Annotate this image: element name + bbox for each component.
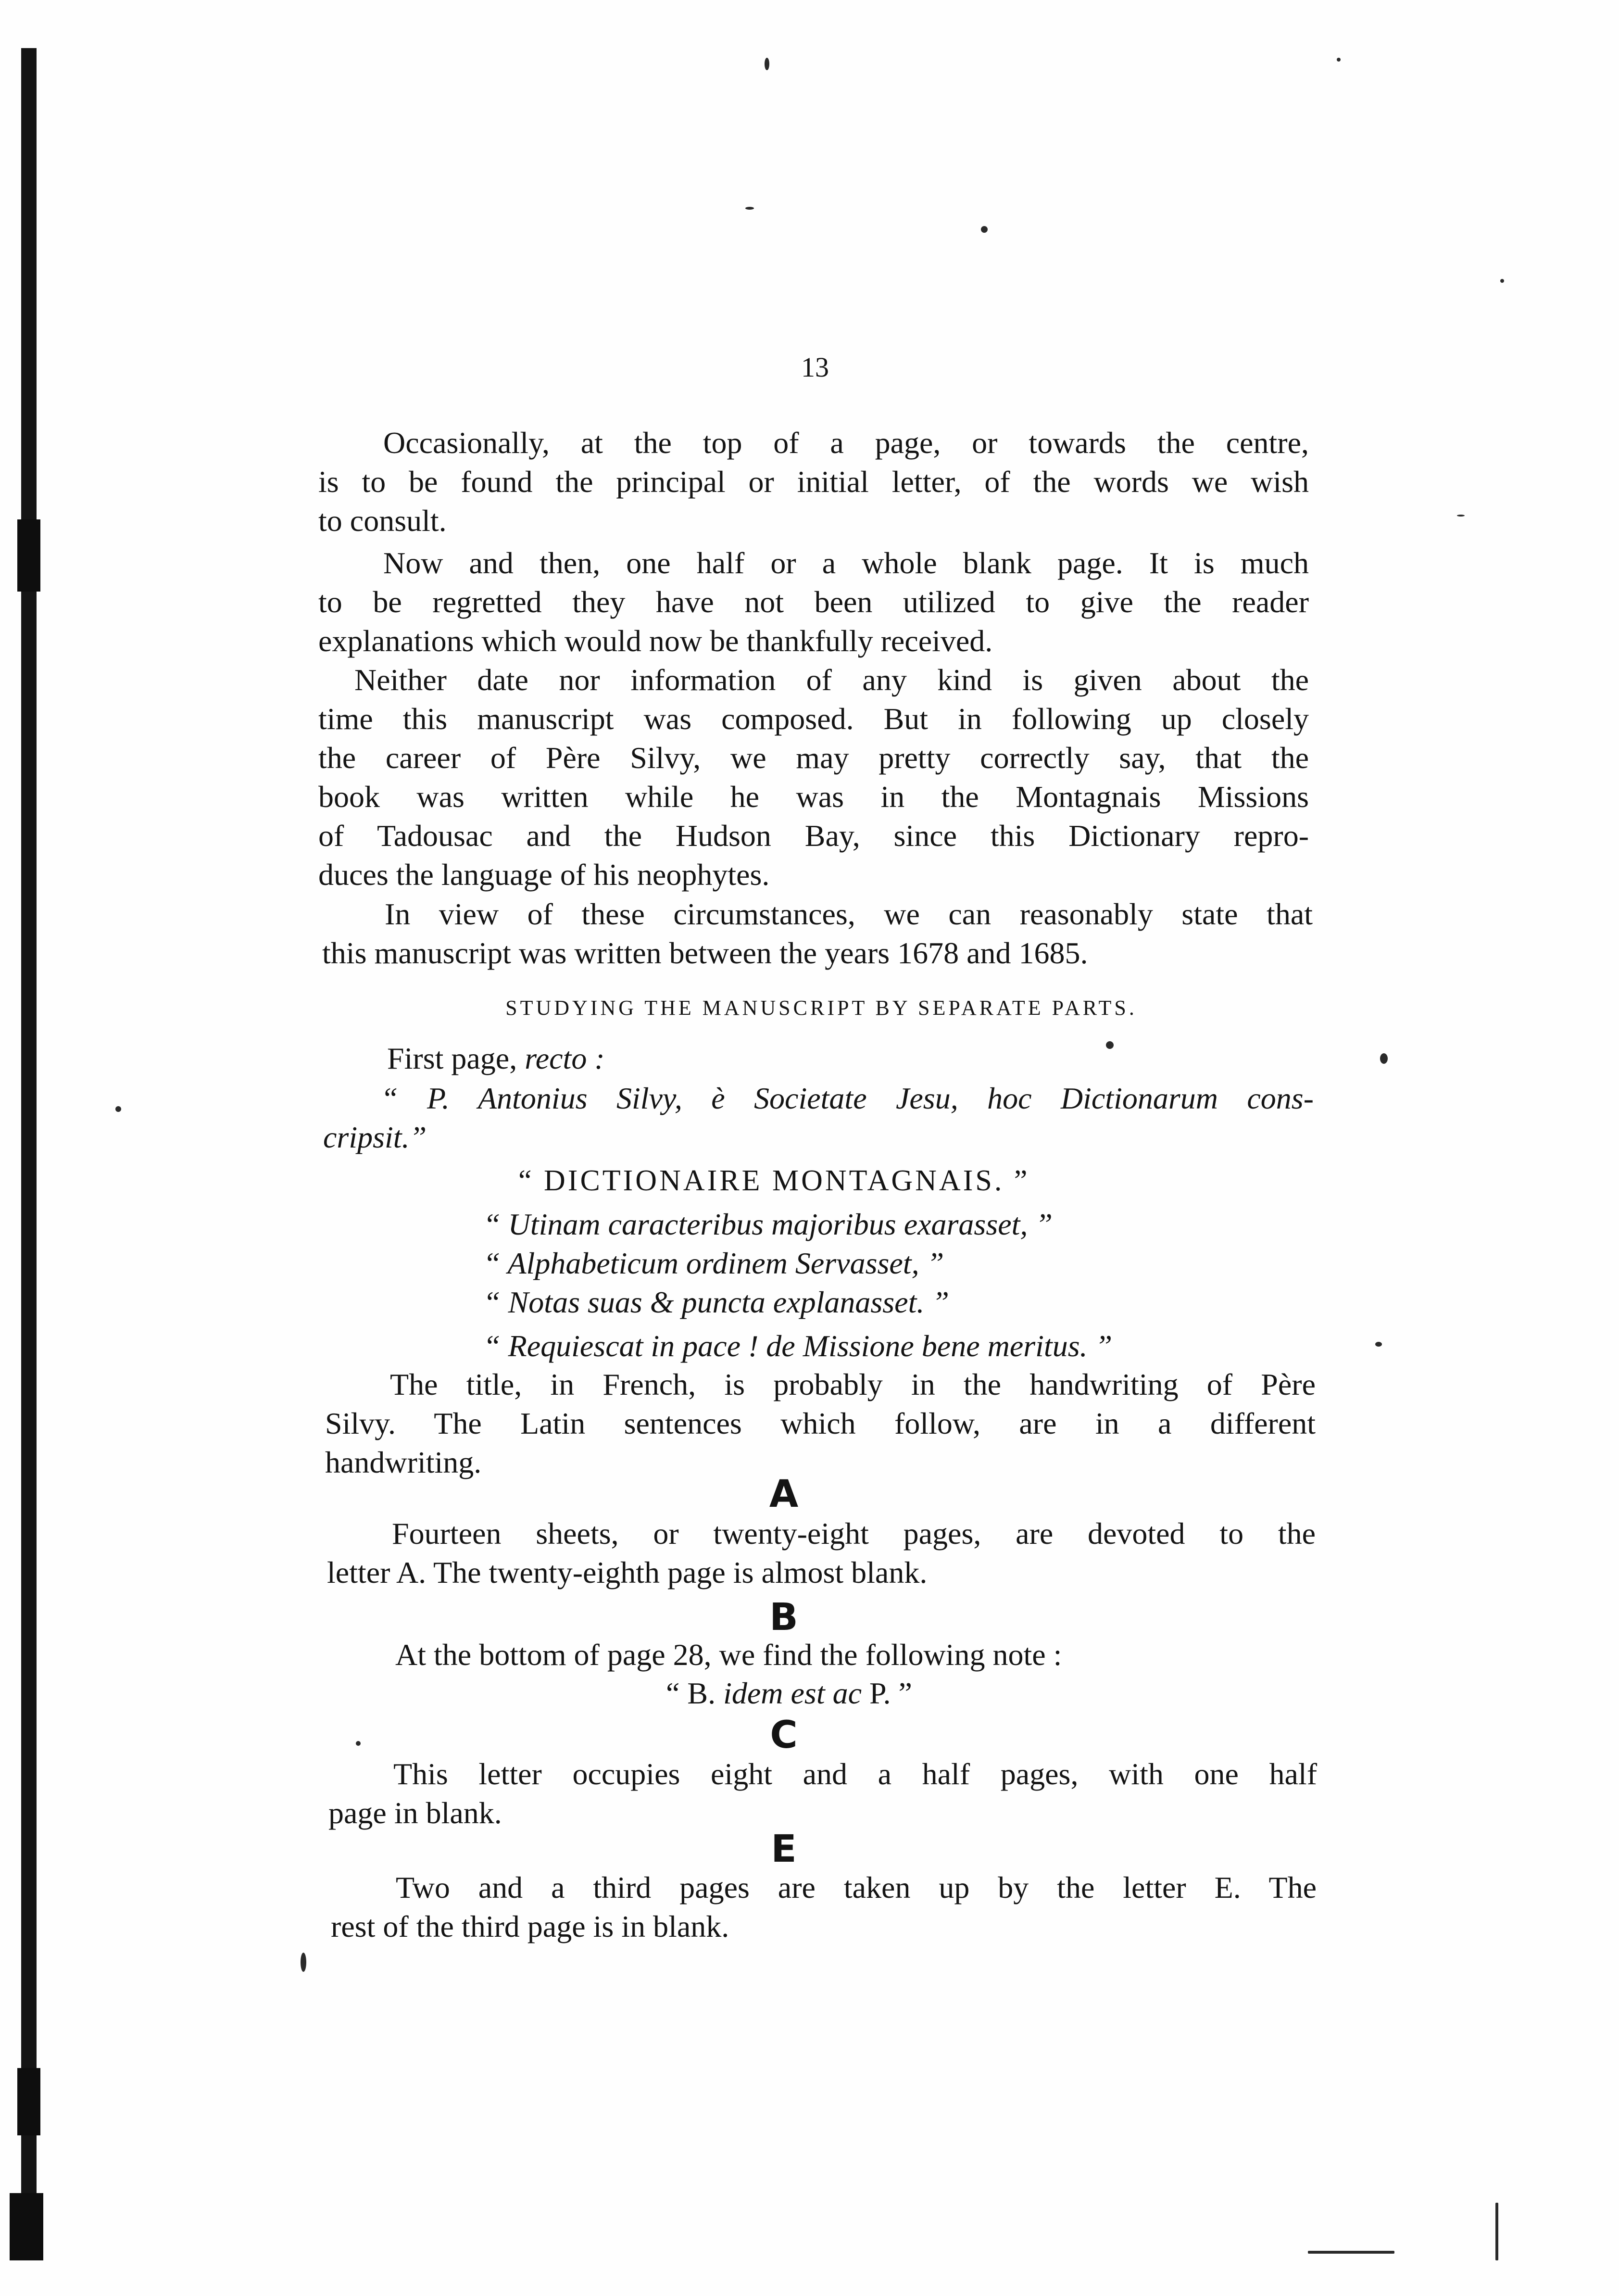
letter-b-note: [666, 1674, 912, 1713]
speck: [301, 1953, 306, 1972]
text-line: time this manuscript was composed. But in following up closely: [318, 702, 1309, 736]
text-line: book was written while he was in the Montagnais Missions: [318, 780, 1309, 814]
text-line: rest of the third page is in blank.: [331, 1909, 729, 1943]
paragraph-letter-e: [331, 1868, 1317, 1946]
text-line: In view of these circumstances, we can reasonably state that: [385, 897, 1313, 931]
speck: [981, 226, 988, 233]
text-line: to be regretted they have not been utilized to give the reader: [318, 585, 1309, 619]
text-line: is to be found the principal or initial letter, of the words we wish: [318, 465, 1309, 499]
binding-notch: [17, 2068, 40, 2135]
letter-heading-a: A: [769, 1473, 799, 1516]
latin-quote: “ Alphabeticum ordinem Servasset, ”: [483, 1246, 944, 1280]
binding-edge: [21, 48, 37, 2260]
speck: [1337, 58, 1341, 62]
paragraph-in-view: [322, 895, 1313, 972]
page-number: 13: [801, 352, 829, 383]
text-line: “ P. Antonius Silvy, è Societate Jesu, hoc Dictionarum cons-: [381, 1081, 1314, 1115]
paragraph-the-title: [325, 1365, 1316, 1482]
text-line: Occasionally, at the top of a page, or towards the centre,: [383, 426, 1309, 460]
text-line: The title, in French, is probably in the handwriting of Père: [390, 1367, 1316, 1401]
note-close: P. ”: [862, 1676, 912, 1710]
note-open: “ B.: [666, 1676, 724, 1710]
text-line: cripsit.”: [323, 1120, 427, 1154]
letter-heading-b: B: [769, 1596, 798, 1639]
first-page-label-italic: recto :: [525, 1041, 605, 1075]
text-line: Two and a third pages are taken up by the letter E. The: [396, 1870, 1317, 1905]
text-line: the career of Père Silvy, we may pretty correctly say, that the: [318, 741, 1309, 775]
text-line: Now and then, one half or a whole blank page. It is much: [383, 546, 1309, 580]
speck: [745, 207, 754, 210]
text-line: This letter occupies eight and a half pages, with one half: [393, 1757, 1317, 1791]
paragraph-occasionally: [318, 423, 1309, 540]
letter-heading-e: E: [771, 1828, 797, 1871]
first-page-label-text: First page,: [387, 1041, 525, 1075]
speck: [356, 1741, 361, 1746]
text-line: Neither date nor information of any kind is given about the: [354, 663, 1309, 697]
latin-attribution: [323, 1079, 1314, 1157]
text-line: this manuscript was written between the years 1678 and 1685.: [322, 936, 1088, 970]
latin-quote: “ Requiescat in pace ! de Missione bene meritus. ”: [483, 1329, 1113, 1363]
paragraph-now-and-then: [318, 543, 1309, 660]
first-page-label: [387, 1039, 605, 1078]
speck: [1380, 1053, 1388, 1064]
speck: [1375, 1342, 1382, 1347]
text-line: explanations which would now be thankfully received.: [318, 624, 993, 658]
text-line: to consult.: [318, 504, 447, 538]
dictionary-title: “ DICTIONAIRE MONTAGNAIS. ”: [518, 1164, 1030, 1197]
binding-notch: [10, 2193, 43, 2260]
text-line: Fourteen sheets, or twenty-eight pages, are devoted to the: [392, 1516, 1316, 1551]
speck: [1457, 515, 1465, 517]
text-line: handwriting.: [325, 1445, 482, 1479]
text-line: letter A. The twenty-eighth page is almost blank.: [327, 1555, 928, 1590]
speck: [765, 58, 769, 70]
text-line: Silvy. The Latin sentences which follow, are in a different: [325, 1406, 1316, 1440]
binding-notch: [17, 519, 40, 592]
text-line: page in blank.: [328, 1796, 502, 1830]
text-line: duces the language of his neophytes.: [318, 858, 770, 892]
speck: [1106, 1041, 1114, 1049]
latin-quote: “ Notas suas & puncta explanasset. ”: [483, 1285, 949, 1319]
paragraph-letter-a: [327, 1514, 1316, 1592]
latin-quote: “ Utinam caracteribus majoribus exarasset, ”: [483, 1207, 1053, 1241]
note-italic: idem est ac: [723, 1676, 862, 1710]
text-line: of Tadousac and the Hudson Bay, since this Dictionary repro-: [318, 819, 1309, 853]
speck: [115, 1106, 121, 1112]
speck: [1495, 2203, 1498, 2260]
paragraph-neither-date: [318, 660, 1309, 894]
speck: [1308, 2251, 1394, 2254]
section-heading: STUDYING THE MANUSCRIPT BY SEPARATE PARTS.: [505, 996, 1137, 1020]
letter-heading-c: C: [770, 1714, 798, 1757]
paragraph-letter-c: [328, 1754, 1317, 1832]
letter-b-line: At the bottom of page 28, we find the following note :: [395, 1638, 1062, 1672]
speck: [1500, 279, 1504, 283]
